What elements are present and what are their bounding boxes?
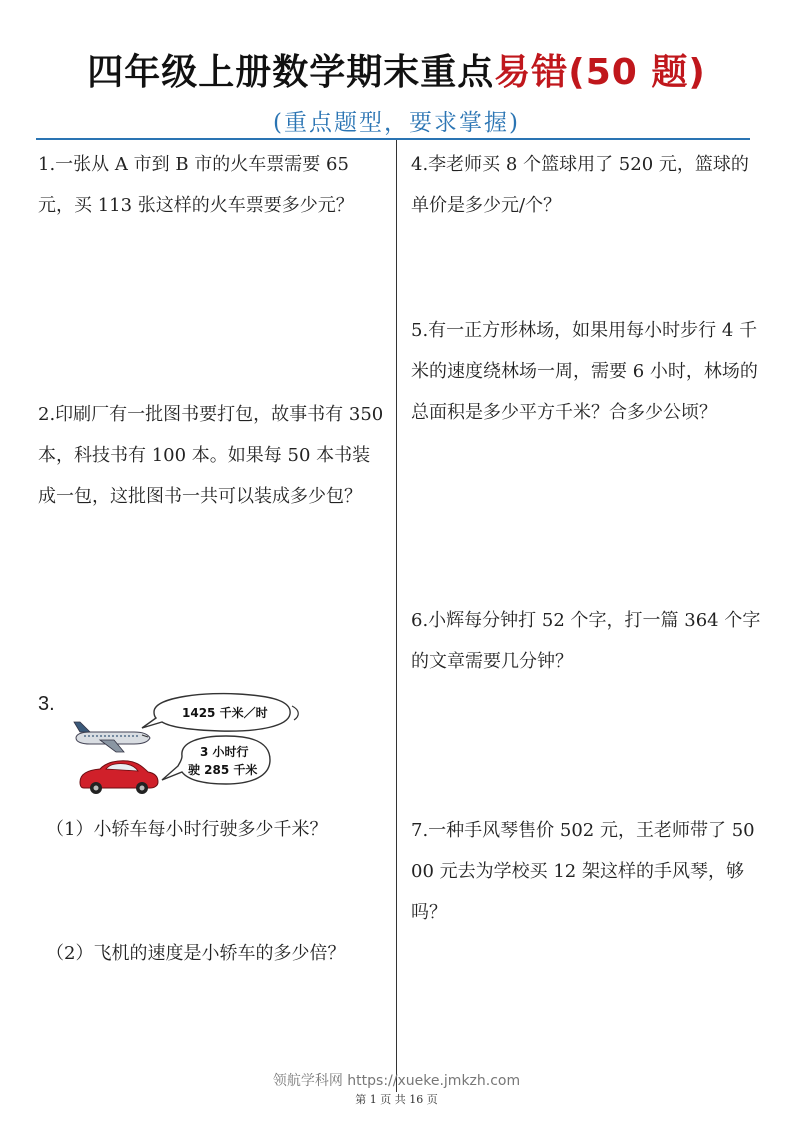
plane-speech-bubble bbox=[142, 694, 290, 732]
question-4: 4.李老师买 8 个篮球用了 520 元，篮球的单价是多少元/个？ bbox=[411, 154, 749, 216]
page-subtitle: (重点题型，要求掌握) bbox=[273, 110, 520, 136]
question-2: 2.印刷厂有一批图书要打包，故事书有 350 本，科技书有 100 本。如果每 50 本书装成一包，这批图书一共可以装成多少包？ bbox=[38, 404, 384, 507]
car-bubble-line2: 驶 285 千米 bbox=[188, 763, 258, 777]
title-accent: 易错(50 题) bbox=[494, 52, 706, 93]
title-main: 四年级上册数学期末重点 bbox=[87, 52, 495, 93]
question-1: 1.一张从 A 市到 B 市的火车票需要 65 元，买 113 张这样的火车票要多少元？ bbox=[38, 154, 354, 216]
question-3-sub1: （1）小轿车每小时行驶多少千米？ bbox=[46, 819, 328, 840]
question-5: 5.有一正方形林场，如果用每小时步行 4 千米的速度绕林场一周，需要 6 小时，林场的总面积是多少平方千米？合多少公顷？ bbox=[411, 320, 758, 423]
car-bubble-line1: 3 小时行 bbox=[200, 745, 249, 759]
question-3-number: 3. bbox=[38, 693, 55, 715]
page-number: 第 1 页 共 16 页 bbox=[355, 1093, 438, 1106]
page-title bbox=[0, 44, 793, 95]
column-divider bbox=[396, 140, 397, 1092]
airplane-icon bbox=[74, 722, 150, 752]
plane-speed-label: 1425 千米／时 bbox=[182, 706, 268, 720]
watermark-text: 领航学科网 https://xueke.jmkzh.com bbox=[272, 1073, 521, 1089]
header-rule bbox=[36, 138, 750, 140]
car-speech-bubble bbox=[162, 736, 270, 784]
question-3-sub2: （2）飞机的速度是小轿车的多少倍？ bbox=[46, 943, 346, 964]
car-icon bbox=[80, 761, 158, 794]
question-3-illustration bbox=[70, 690, 310, 800]
question-7: 7.一种手风琴售价 502 元，王老师带了 5000 元去为学校买 12 架这样的手风琴，够吗？ bbox=[411, 820, 755, 923]
question-6: 6.小辉每分钟打 52 个字，打一篇 364 个字的文章需要几分钟？ bbox=[411, 610, 761, 672]
